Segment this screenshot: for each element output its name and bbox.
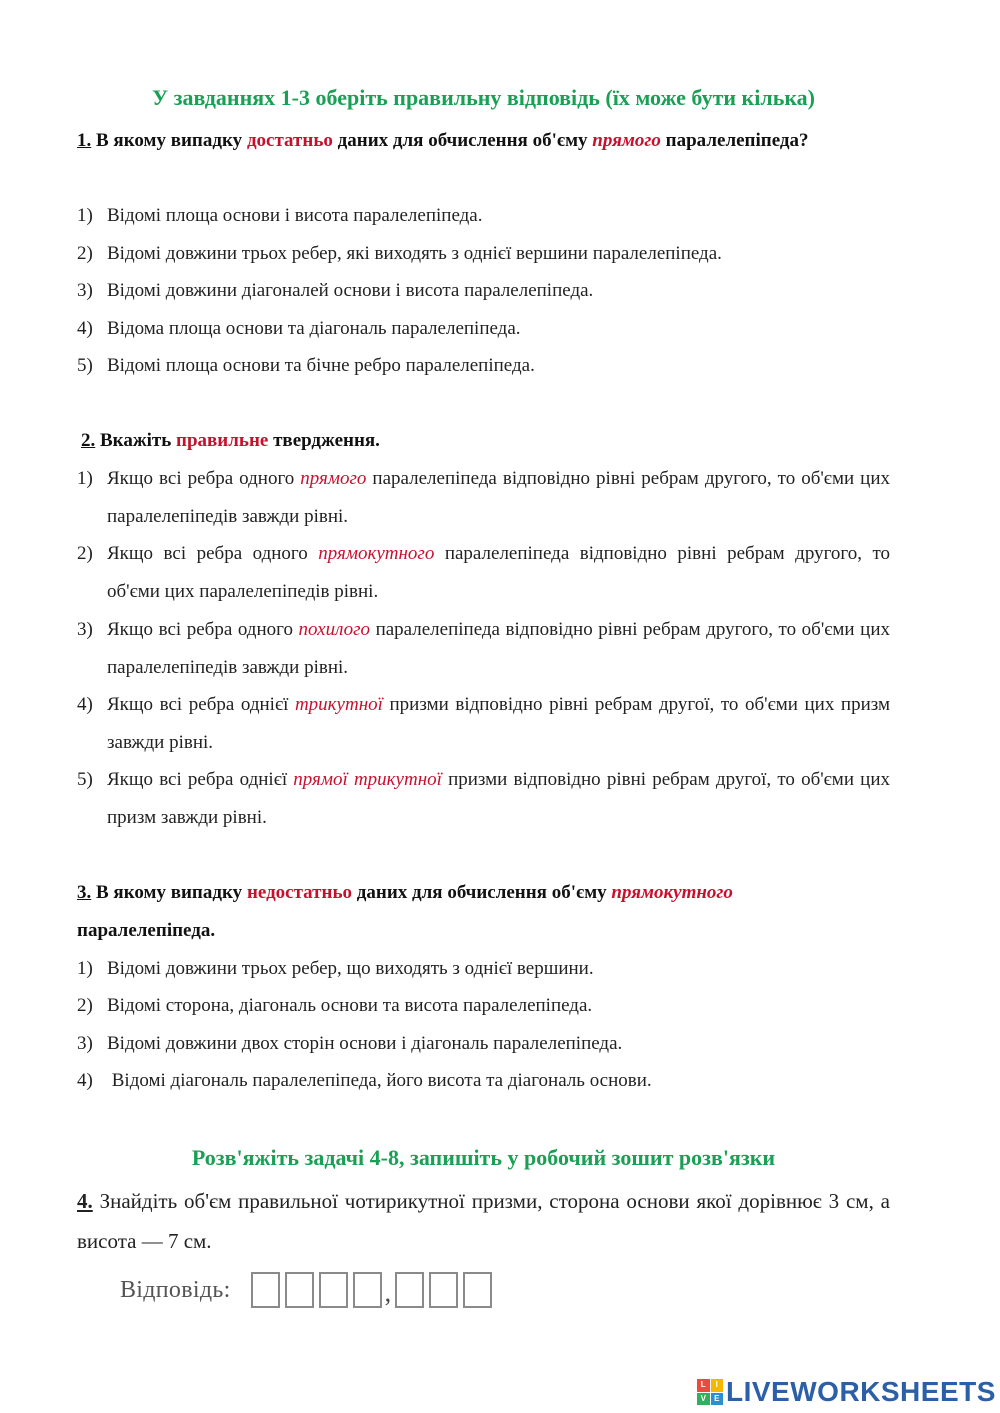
q2-option-1[interactable]: 1) Якщо всі ребра одного прямого паралелепіпеда відповідно рівні ребрам другого, то об'єми цих паралелепіпедів завжди рівні. [77,468,890,527]
decimal-comma: , [384,1278,392,1307]
question-3-number: 3. [77,882,92,903]
q1-option-4[interactable]: 4) Відома площа основи та діагональ паралелепіпеда. [77,318,521,339]
q1-option-1[interactable]: 1) Відомі площа основи і висота паралелепіпеда. [77,205,483,226]
question-2-number: 2. [81,430,96,451]
q3-option-4[interactable]: 4) Відомі діагональ паралелепіпеда, його висота та діагональ основи. [77,1070,652,1091]
answer-label: Відповідь: [120,1277,231,1303]
liveworksheets-logo-text: LIVEWORKSHEETS [726,1376,996,1407]
q3-option-1[interactable]: 1) Відомі довжини трьох ребер, що виходять з однієї вершини. [77,958,594,979]
q2-option-2[interactable]: 2) Якщо всі ребра одного прямокутного паралелепіпеда відповідно рівні ребрам другого, то об'єми цих паралелепіпедів рівні. [77,543,891,602]
q3-option-3[interactable]: 3) Відомі довжини двох сторін основи і діагональ паралелепіпеда. [77,1033,623,1054]
q2-option-3[interactable]: 3) Якщо всі ребра одного похилого паралелепіпеда відповідно рівні ребрам другого, то об'єми цих паралелепіпедів завжди рівні. [77,619,891,678]
question-1: 1. В якому випадку достатньо даних для обчислення об'єму прямого паралелепіпеда? [77,130,809,151]
q1-option-3[interactable]: 3) Відомі довжини діагоналей основи і висота паралелепіпеда. [77,280,594,301]
answer-digit-box-3[interactable] [319,1272,348,1308]
liveworksheets-logo[interactable] [697,1375,996,1409]
answer-decimal-box-1[interactable] [395,1272,424,1308]
highlight-rectangular: прямокутного [611,882,733,903]
answer-digit-box-2[interactable] [285,1272,314,1308]
question-4: 4. Знайдіть об'єм правильної чотирикутної призми, сторона основи якої дорівнює 3 см, а висота — 7 см. [77,1189,890,1253]
liveworksheets-logo-icon: L I V E [697,1379,723,1405]
question-2: 2. Вкажіть правильне твердження. [81,430,380,451]
highlight-insufficient: недостатньо [246,882,353,903]
section1-heading: У завданнях 1-3 оберіть правильну відповідь (їх може бути кілька) [151,85,815,110]
answer-digit-box-4[interactable] [353,1272,382,1308]
highlight-sufficient: достатньо [246,130,333,151]
question-1-number: 1. [77,130,92,151]
q1-option-5[interactable]: 5) Відомі площа основи та бічне ребро паралелепіпеда. [77,355,535,376]
answer-digit-box-1[interactable] [251,1272,280,1308]
highlight-correct: правильне [176,430,269,451]
question-3: 3. В якому випадку недостатньо даних для обчислення об'єму прямокутного паралелепіпеда. [77,882,733,941]
answer-decimal-box-3[interactable] [463,1272,492,1308]
highlight-right: прямого [592,130,661,151]
answer-decimal-box-2[interactable] [429,1272,458,1308]
question-4-number: 4. [77,1189,93,1213]
q2-option-4[interactable]: 4) Якщо всі ребра однієї трикутної призми відповідно рівні ребрам другої, то об'єми цих призм завжди рівні. [77,694,890,753]
q3-option-2[interactable]: 2) Відомі сторона, діагональ основи та висота паралелепіпеда. [77,995,593,1016]
answer-row [120,1264,497,1308]
q2-option-5[interactable]: 5) Якщо всі ребра однієї прямої трикутної призми відповідно рівні ребрам другої, то об'єми цих призм завжди рівні. [77,769,890,828]
section2-heading: Розв'яжіть задачі 4-8, запишіть у робочий зошит розв'язки [191,1145,776,1170]
q1-option-2[interactable]: 2) Відомі довжини трьох ребер, які виходять з однієї вершини паралелепіпеда. [77,243,722,264]
